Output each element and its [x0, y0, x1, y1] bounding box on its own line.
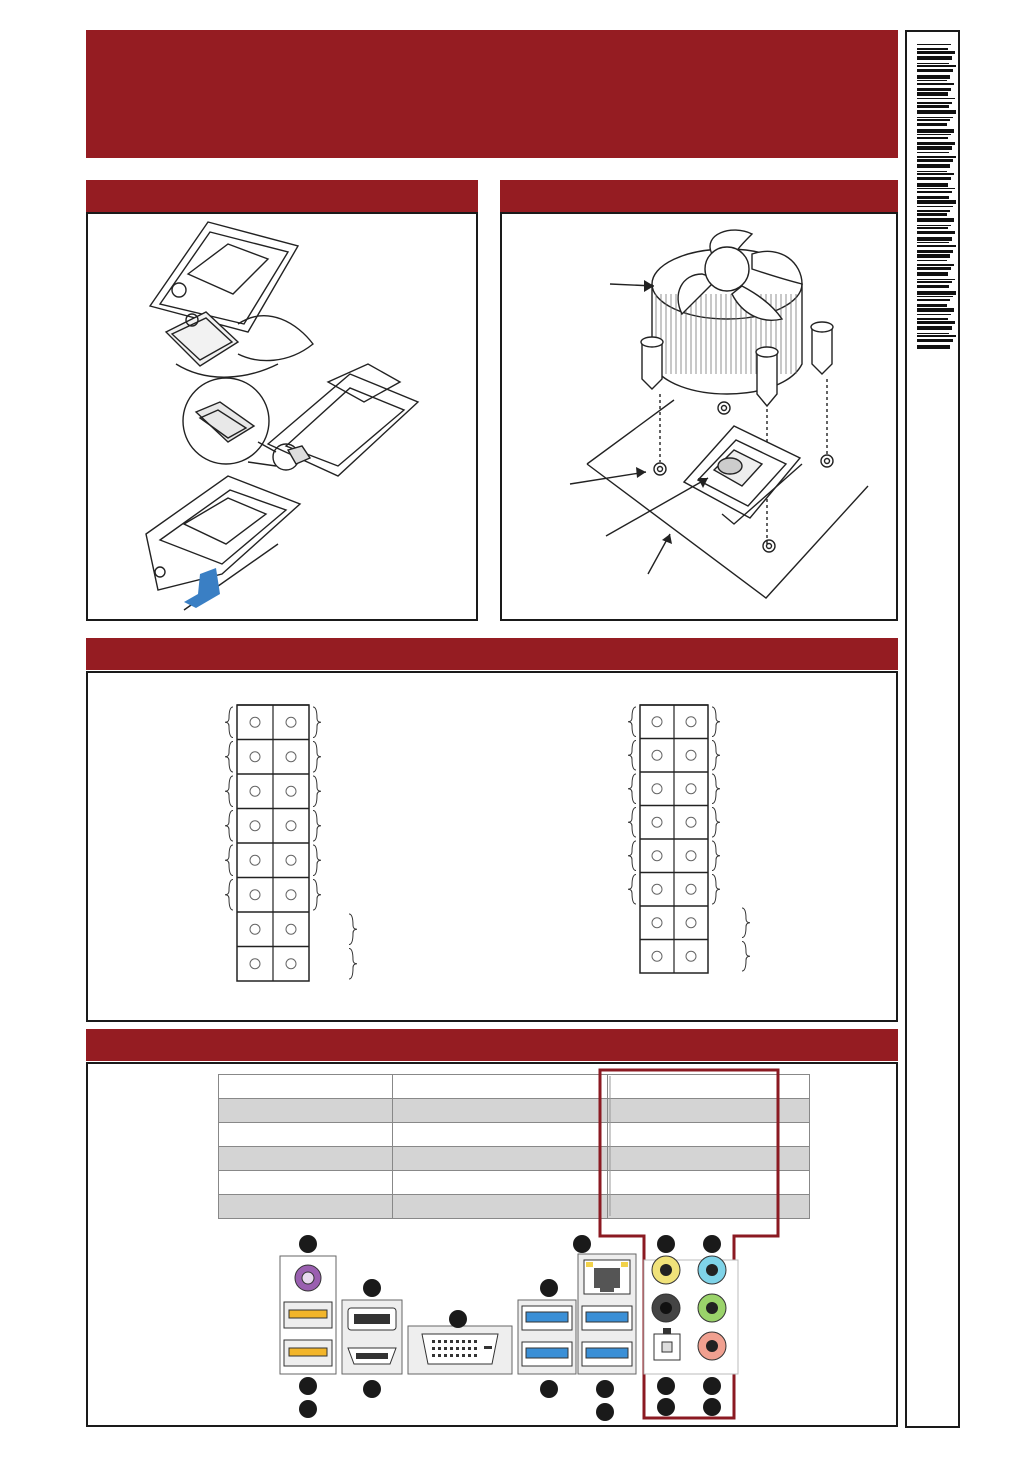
- barcode-bar: [917, 196, 949, 199]
- dvi-pin: [462, 1354, 465, 1357]
- barcode-bar: [917, 299, 950, 301]
- barcode-bar: [917, 318, 948, 320]
- pin-group-brace: [313, 776, 321, 807]
- header-pin: [652, 817, 662, 827]
- pin-group-brace: [349, 914, 357, 945]
- dvi-pin: [456, 1347, 459, 1350]
- header-pin: [686, 784, 696, 794]
- dvi-pin: [450, 1340, 453, 1343]
- header-pin: [250, 821, 260, 831]
- barcode-bar: [917, 245, 956, 247]
- barcode-bar: [917, 272, 948, 276]
- barcode-bar: [917, 264, 954, 266]
- header-pin: [286, 924, 296, 934]
- header-pin: [250, 924, 260, 934]
- io-ports-illustration: [88, 1064, 896, 1425]
- header-pin: [652, 717, 662, 727]
- header-pin: [652, 750, 662, 760]
- dvi-pin: [444, 1354, 447, 1357]
- barcode-bar: [917, 345, 950, 349]
- usb3-port-icon: [526, 1348, 568, 1358]
- barcode-bar: [917, 142, 955, 145]
- pin-group-brace: [313, 845, 321, 876]
- barcode-bar: [917, 200, 956, 204]
- barcode-bar: [917, 177, 951, 180]
- barcode-bar: [917, 156, 956, 158]
- header-pin: [286, 752, 296, 762]
- section-header-headers: [86, 638, 898, 670]
- barcode-bar: [917, 333, 949, 334]
- barcode-bar: [917, 80, 947, 81]
- pin-group-brace: [225, 880, 233, 911]
- cpu-install-panel: [86, 212, 478, 621]
- barcode-bar: [917, 173, 954, 175]
- header-pin: [686, 817, 696, 827]
- header-pin: [286, 890, 296, 900]
- dvi-pin: [468, 1347, 471, 1350]
- usb3-port-icon: [526, 1312, 568, 1322]
- barcode-bar: [917, 296, 953, 297]
- pin-group-brace: [628, 841, 636, 871]
- pin-group-brace: [225, 742, 233, 773]
- dvi-pin: [456, 1340, 459, 1343]
- header-pin: [652, 918, 662, 928]
- pin-group-brace: [712, 841, 720, 871]
- header-pin: [250, 752, 260, 762]
- barcode-bar: [917, 171, 947, 172]
- dvi-pin: [462, 1347, 465, 1350]
- title-banner: [86, 30, 898, 158]
- barcode-bar: [917, 98, 955, 99]
- lan-usb3-stack: [578, 1254, 636, 1374]
- section-header-heatsink: [500, 180, 898, 212]
- dvi-pin: [438, 1354, 441, 1357]
- dvi-pin: [462, 1340, 465, 1343]
- barcode-bar: [917, 83, 954, 85]
- header-pin: [250, 786, 260, 796]
- pin-group-brace: [628, 875, 636, 905]
- barcode-bar: [917, 56, 952, 60]
- barcode-bar: [917, 129, 954, 133]
- header-pin: [286, 855, 296, 865]
- header-pin: [286, 786, 296, 796]
- barcode-bar: [917, 210, 950, 212]
- usb2-port-icon: [289, 1310, 327, 1318]
- barcode-bar: [917, 164, 950, 168]
- headers-panel: [86, 671, 898, 1022]
- heatsink-install-panel: [500, 212, 898, 621]
- barcode-bar: [917, 51, 955, 54]
- dvi-pin: [444, 1347, 447, 1350]
- barcode-bar: [917, 308, 954, 312]
- barcode-bar: [917, 242, 949, 243]
- header-pin: [286, 717, 296, 727]
- barcode-bar: [917, 159, 953, 162]
- dvi-pin: [468, 1354, 471, 1357]
- pin-group-brace: [628, 774, 636, 804]
- usb3-port-icon: [586, 1348, 628, 1358]
- dvi-port: [408, 1326, 512, 1374]
- barcode-bar: [917, 213, 947, 216]
- section-header-cpu: [86, 180, 478, 212]
- ps2-usb-stack: [280, 1256, 336, 1374]
- usb3-port-icon: [586, 1312, 628, 1322]
- usb3-stack-left: [518, 1300, 576, 1374]
- barcode-bar: [917, 231, 955, 234]
- dvi-pin: [456, 1354, 459, 1357]
- barcode-bar: [917, 183, 948, 187]
- pin-group-brace: [712, 875, 720, 905]
- barcode-bar: [917, 137, 948, 139]
- dp-hdmi-stack: [342, 1300, 402, 1374]
- pin-group-brace: [628, 808, 636, 838]
- pin-group-brace: [628, 707, 636, 737]
- dvi-pin: [438, 1340, 441, 1343]
- barcode-bar: [917, 314, 951, 315]
- dvi-pin: [432, 1354, 435, 1357]
- barcode-bar: [917, 88, 951, 91]
- pin-group-brace: [712, 707, 720, 737]
- header-pin: [250, 717, 260, 727]
- barcode-bar: [917, 63, 949, 64]
- dvi-pin: [468, 1340, 471, 1343]
- barcode-bar: [917, 260, 947, 261]
- cpu-install-illustration: [88, 214, 476, 619]
- pin-group-brace: [313, 811, 321, 842]
- dvi-pin: [474, 1340, 477, 1343]
- barcode-bar: [917, 285, 949, 288]
- barcode-bar: [917, 281, 952, 283]
- barcode-bar: [917, 291, 956, 295]
- barcode-bar: [917, 110, 956, 114]
- barcode-bar: [917, 117, 953, 118]
- barcode-bar: [917, 335, 956, 337]
- barcode-bar: [917, 339, 953, 342]
- dvi-pin: [474, 1347, 477, 1350]
- pin-group-brace: [313, 880, 321, 911]
- pin-group-brace: [313, 707, 321, 738]
- header-pin: [652, 784, 662, 794]
- barcode-bar: [917, 65, 956, 67]
- heatsink-illustration: [502, 214, 896, 619]
- dvi-pin: [450, 1354, 453, 1357]
- usb2-port-icon: [289, 1348, 327, 1356]
- barcode-icon: [907, 32, 958, 1426]
- barcode-bar: [917, 146, 952, 150]
- barcode-bar: [917, 237, 952, 241]
- barcode-bar: [917, 326, 952, 330]
- dvi-pin: [438, 1347, 441, 1350]
- dvi-pin: [444, 1340, 447, 1343]
- section-header-back-panel: [86, 1029, 898, 1061]
- audio-jacks: [644, 1256, 738, 1374]
- barcode-bar: [917, 92, 948, 96]
- dvi-pin: [432, 1347, 435, 1350]
- barcode-bar: [917, 105, 949, 108]
- barcode-bar: [917, 48, 948, 50]
- barcode-bar: [917, 279, 955, 280]
- pin-group-brace: [225, 707, 233, 738]
- barcode-bar: [917, 152, 949, 153]
- header-pin: [686, 918, 696, 928]
- dvi-pin: [432, 1340, 435, 1343]
- header-pin: [686, 750, 696, 760]
- barcode-bar: [917, 227, 948, 229]
- barcode-bar: [917, 123, 947, 126]
- barcode-bar: [917, 119, 950, 121]
- pin-group-brace: [628, 741, 636, 771]
- dvi-pin: [474, 1354, 477, 1357]
- dvi-pin: [450, 1347, 453, 1350]
- pin-group-brace: [349, 949, 357, 980]
- pin-group-brace: [712, 741, 720, 771]
- header-pin: [686, 951, 696, 961]
- pin-header-diagrams: [88, 673, 896, 1020]
- header-pin: [250, 890, 260, 900]
- pin-group-brace: [742, 942, 750, 972]
- pin-group-brace: [712, 774, 720, 804]
- barcode-bar: [917, 206, 953, 207]
- back-panel-panel: [86, 1062, 898, 1427]
- header-pin: [286, 959, 296, 969]
- barcode-bar: [917, 75, 950, 79]
- pin-group-brace: [712, 808, 720, 838]
- barcode-bar: [917, 321, 955, 324]
- barcode-bar: [917, 191, 952, 193]
- pin-group-brace: [313, 742, 321, 773]
- pin-group-brace: [225, 845, 233, 876]
- barcode-bar: [917, 218, 954, 222]
- barcode-bar: [917, 188, 955, 189]
- header-pin: [652, 851, 662, 861]
- header-pin: [250, 959, 260, 969]
- pin-group-brace: [225, 776, 233, 807]
- barcode-bar: [917, 225, 951, 226]
- barcode-strip: [905, 30, 960, 1428]
- barcode-bar: [917, 267, 951, 270]
- header-pin: [652, 884, 662, 894]
- header-pin: [686, 884, 696, 894]
- pin-group-brace: [225, 811, 233, 842]
- header-pin: [286, 821, 296, 831]
- barcode-bar: [917, 254, 950, 258]
- header-pin: [686, 717, 696, 727]
- barcode-bar: [917, 44, 951, 45]
- barcode-bar: [917, 250, 953, 253]
- pin-group-brace: [742, 908, 750, 938]
- header-pin: [686, 851, 696, 861]
- barcode-bar: [917, 304, 947, 307]
- dvi-pin: [484, 1346, 492, 1349]
- barcode-bar: [917, 134, 951, 135]
- barcode-bar: [917, 69, 953, 72]
- header-pin: [652, 951, 662, 961]
- header-pin: [250, 855, 260, 865]
- barcode-bar: [917, 102, 952, 104]
